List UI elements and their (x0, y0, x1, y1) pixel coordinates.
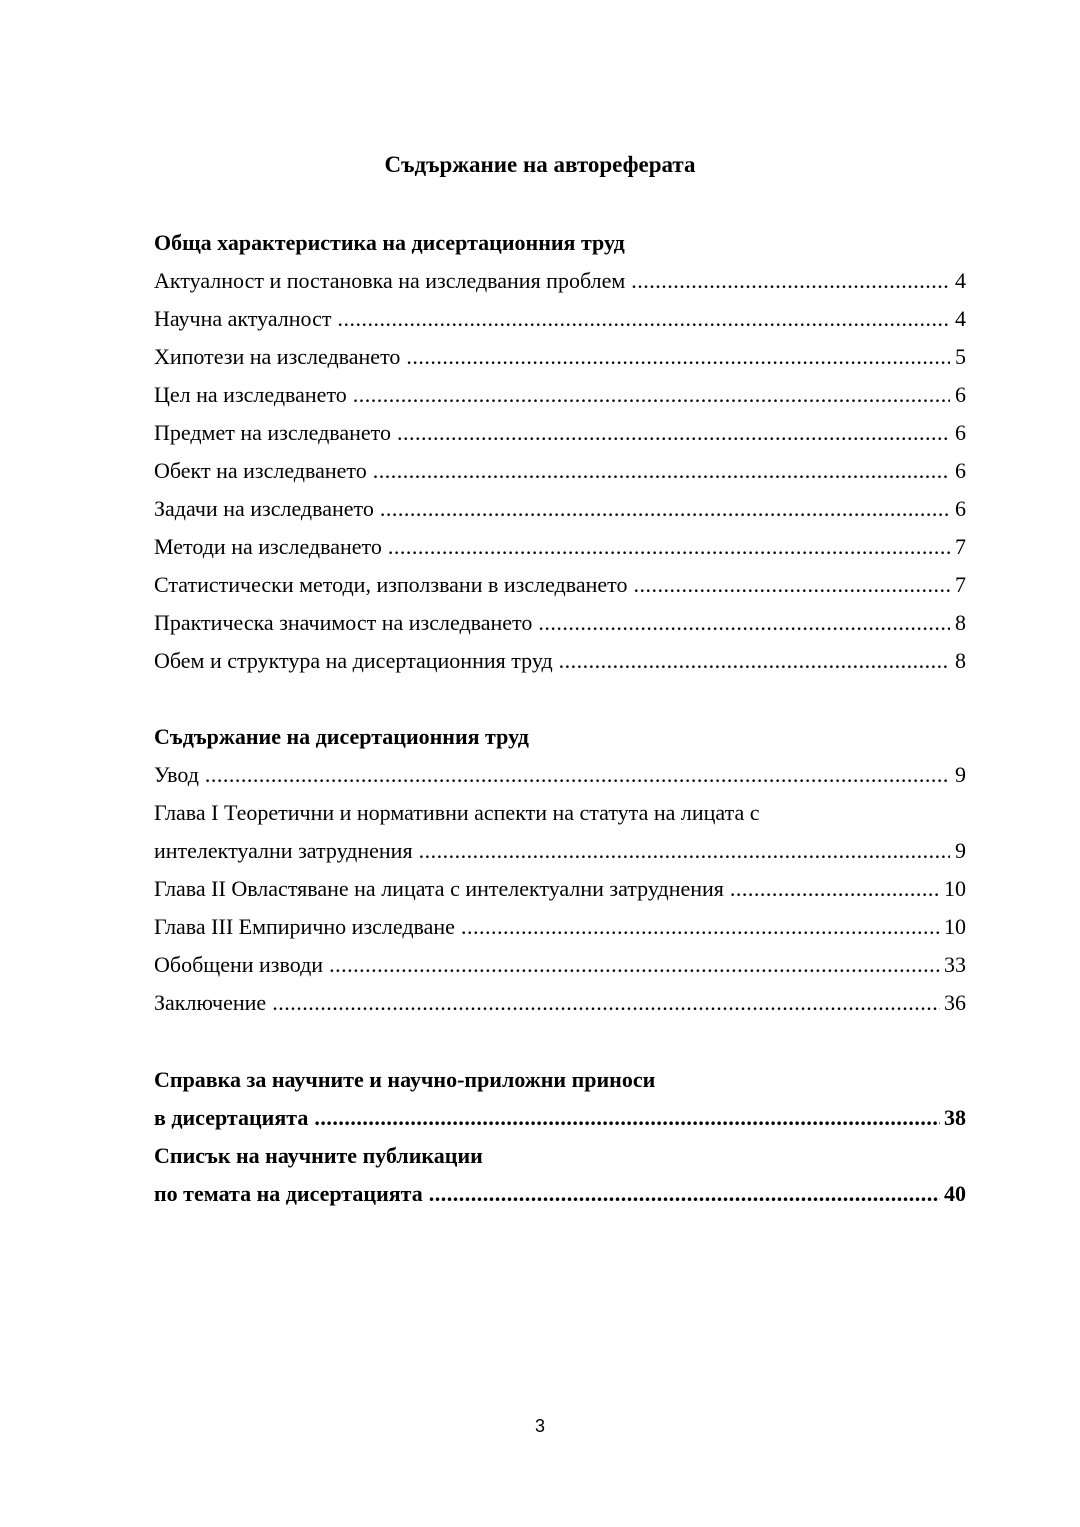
toc-entry (154, 870, 966, 908)
toc-entry (154, 984, 966, 1022)
dot-leader (429, 1175, 940, 1213)
dot-leader (205, 756, 950, 794)
toc-section-dissertation (154, 718, 966, 1022)
toc-entry-page: 8 (955, 648, 966, 673)
toc-entry-label: Списък на научните публикации (154, 1143, 483, 1168)
toc-entry-label: Обект на изследването (154, 458, 367, 483)
dot-leader (314, 1099, 940, 1137)
toc-entry-label-continuation: интелектуални затруднения (154, 838, 413, 863)
toc-entry-label: Увод (154, 762, 199, 787)
section-heading: Съдържание на дисертационния труд (154, 724, 529, 749)
toc-entry-label: Цел на изследването (154, 382, 347, 407)
section-heading: Обща характеристика на дисертационния труд (154, 230, 625, 255)
dot-leader (730, 870, 940, 908)
toc-entry-label-continuation: в дисертацията (154, 1105, 309, 1130)
dot-leader (380, 490, 950, 528)
toc-entry-label: Предмет на изследването (154, 420, 391, 445)
toc-entry-label: Хипотези на изследването (154, 344, 401, 369)
toc-entry (154, 566, 966, 604)
toc-entry (154, 338, 966, 376)
dot-leader (272, 984, 940, 1022)
toc-entry-page: 6 (955, 420, 966, 445)
toc-entry (154, 604, 966, 642)
dot-leader (461, 908, 940, 946)
toc-entry-label: Заключение (154, 990, 267, 1015)
toc-entry-page: 10 (944, 876, 966, 901)
toc-entry-page: 8 (955, 610, 966, 635)
toc-entry-page: 4 (955, 268, 966, 293)
toc-entry (154, 946, 966, 984)
toc-entry-page: 33 (944, 952, 966, 977)
toc-section-appendix (154, 1061, 966, 1213)
toc-entry-page: 6 (955, 496, 966, 521)
dot-leader (337, 300, 950, 338)
toc-entry (154, 908, 966, 946)
dot-leader (633, 566, 950, 604)
toc-entry (154, 832, 966, 870)
toc-entry-label: Практическа значимост на изследването (154, 610, 533, 635)
toc-entry-label: Методи на изследването (154, 534, 382, 559)
dot-leader (631, 262, 950, 300)
dot-leader (353, 376, 950, 414)
toc-entry (154, 756, 966, 794)
toc-entry (154, 300, 966, 338)
toc-entry-page: 9 (955, 762, 966, 787)
dot-leader (559, 642, 950, 680)
toc-entry-label: Задачи на изследването (154, 496, 374, 521)
dot-leader (329, 946, 940, 984)
toc-entry (154, 490, 966, 528)
page-number: 3 (534, 1416, 545, 1436)
toc-entry-page: 10 (944, 914, 966, 939)
toc-entry (154, 642, 966, 680)
toc-entry (154, 1099, 966, 1137)
toc-entry (154, 1175, 966, 1213)
toc-section-general (154, 224, 966, 680)
toc-entry-label-continuation: по темата на дисертацията (154, 1181, 423, 1206)
toc-entry-page: 5 (955, 344, 966, 369)
toc-entry-label: Глава III Емпирично изследване (154, 914, 455, 939)
toc-entry (154, 414, 966, 452)
toc-entry-page: 40 (944, 1181, 966, 1206)
dot-leader (406, 338, 950, 376)
toc-entry-label: Обем и структура на дисертационния труд (154, 648, 553, 673)
toc-entry-page: 6 (955, 382, 966, 407)
dot-leader (419, 832, 950, 870)
dot-leader (388, 528, 950, 566)
toc-entry-page: 6 (955, 458, 966, 483)
toc-entry (154, 452, 966, 490)
toc-entry-page: 7 (955, 534, 966, 559)
toc-entry-label: Глава II Овластяване на лицата с интелектуални затруднения (154, 876, 724, 901)
toc-entry-page: 9 (955, 838, 966, 863)
toc-entry-page: 36 (944, 990, 966, 1015)
dot-leader (397, 414, 950, 452)
toc-entry-page: 38 (944, 1105, 966, 1130)
toc-entry-label: Обобщени изводи (154, 952, 324, 977)
page-title: Съдържание на автореферата (384, 152, 696, 177)
dot-leader (373, 452, 950, 490)
toc-entry (154, 528, 966, 566)
toc-entry (154, 262, 966, 300)
toc-entry-label: Статистически методи, използвани в изследването (154, 572, 628, 597)
toc-entry-label: Глава I Теоретични и нормативни аспекти на статута на лицата с (154, 800, 760, 825)
toc-entry-label: Справка за научните и научно-приложни приноси (154, 1067, 656, 1092)
toc-entry-label: Научна актуалност (154, 306, 332, 331)
toc-entry-page: 7 (955, 572, 966, 597)
toc-entry-label: Актуалност и постановка на изследвания проблем (154, 268, 626, 293)
toc-entry (154, 376, 966, 414)
toc-entry-page: 4 (955, 306, 966, 331)
dot-leader (538, 604, 950, 642)
